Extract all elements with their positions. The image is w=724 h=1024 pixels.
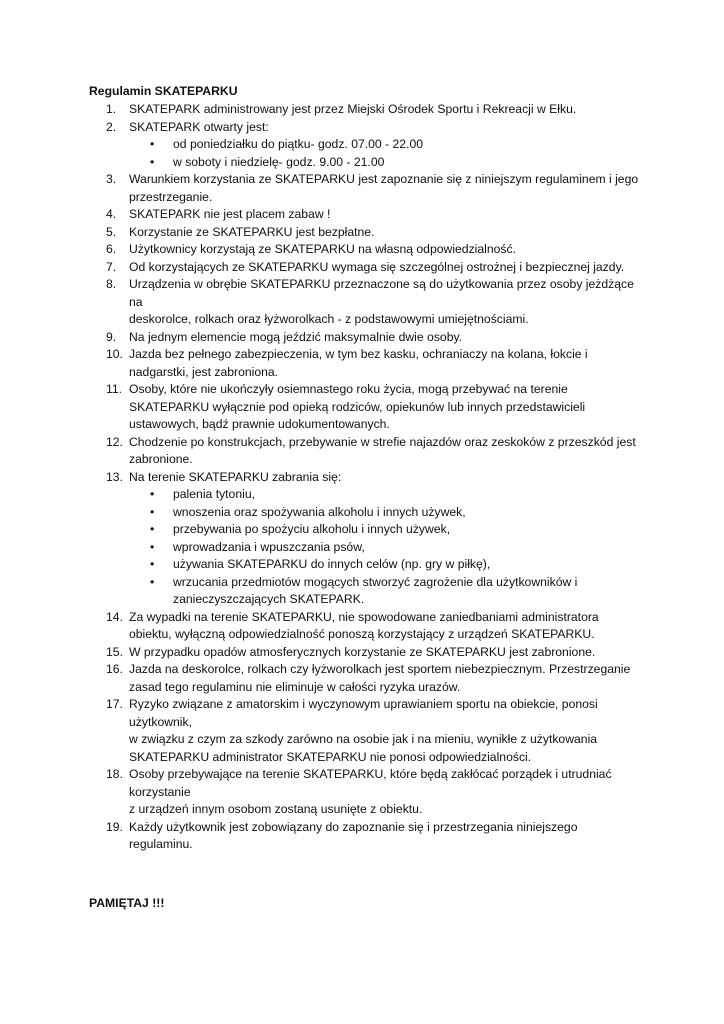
rule-number: 14. — [106, 609, 123, 624]
rule-text-line: Jazda na deskorolce, rolkach czy łyżworolkach jest sportem niebezpiecznym. Przestrzeganie — [129, 662, 631, 676]
rule-item — [89, 609, 649, 644]
sub-item-text-line: palenia tytoniu, — [173, 487, 255, 501]
rule-number: 12. — [106, 434, 123, 449]
rule-text-line: Od korzystających ze SKATEPARKU wymaga się szczególnej ostrożnej i bezpiecznej jazdy. — [129, 259, 625, 274]
rule-item — [89, 171, 649, 206]
rule-item — [89, 101, 649, 119]
sub-item-text-line: w soboty i niedzielę- godz. 9.00 - 21.00 — [173, 154, 385, 169]
sub-item — [129, 136, 649, 154]
rule-text-line: W przypadku opadów atmosferycznych korzystanie ze SKATEPARKU jest zabronione. — [129, 644, 596, 659]
rule-text-line: SKATEPARK nie jest placem zabaw ! — [129, 207, 331, 221]
rule-text-line: regulaminu. — [129, 837, 193, 851]
rule-text-line: Osoby, które nie ukończyły osiemnastego roku życia, mogą przebywać na terenie — [129, 382, 568, 396]
sub-item — [129, 574, 649, 609]
sub-item — [129, 486, 649, 504]
rule-number: 4. — [106, 207, 117, 221]
rule-text-line: użytkownik, — [129, 714, 192, 729]
rule-number: 5. — [106, 224, 117, 239]
rule-text-line: SKATEPARK administrowany jest przez Miejski Ośrodek Sportu i Rekreacji w Ełku. — [129, 102, 577, 116]
footer-note: PAMIĘTAJ !!! — [89, 896, 165, 910]
rule-number: 13. — [106, 469, 123, 484]
rule-text-line: Użytkownicy korzystają ze SKATEPARKU na własną odpowiedzialność. — [129, 242, 516, 256]
rule-item — [89, 346, 649, 381]
rule-text-line: Za wypadki na terenie SKATEPARKU, nie spowodowane zaniedbaniami administratora — [129, 609, 599, 624]
bullet-icon: • — [150, 522, 155, 536]
sub-list — [129, 136, 649, 171]
rule-text-line: Na jednym elemencie mogą jeździć maksymalnie dwie osoby. — [129, 329, 463, 344]
sub-item — [129, 504, 649, 522]
sub-item-text-line: przebywania po spożyciu alkoholu i innych używek, — [173, 522, 451, 536]
rule-number: 16. — [106, 662, 123, 676]
sub-item — [129, 556, 649, 574]
rule-text-line: Korzystanie ze SKATEPARKU jest bezpłatne. — [129, 224, 375, 239]
rule-item — [89, 206, 649, 224]
rule-item — [89, 766, 649, 819]
sub-item — [129, 539, 649, 557]
rule-text-line: deskorolce, rolkach oraz łyżworolkach - z podstawowymi umiejętnościami. — [129, 312, 529, 326]
rule-number: 1. — [106, 102, 117, 116]
rule-number: 3. — [106, 172, 117, 186]
bullet-icon: • — [150, 557, 155, 571]
sub-item — [129, 521, 649, 539]
rule-item — [89, 644, 649, 662]
rule-item — [89, 696, 649, 766]
rule-text-line: w związku z czym za szkody zarówno na osobie jak i na mieniu, wynikłe z użytkowania — [129, 732, 598, 746]
bullet-icon: • — [150, 154, 155, 169]
rule-number: 2. — [106, 119, 117, 134]
rule-number: 11. — [106, 382, 123, 396]
rule-text-line: Warunkiem korzystania ze SKATEPARKU jest zapoznanie się z niniejszym regulaminem i jego — [129, 172, 639, 186]
rule-number: 10. — [106, 347, 123, 361]
sub-list — [129, 486, 649, 609]
rule-item — [89, 119, 649, 172]
sub-item-text-line: wprowadzania i wpuszczania psów, — [173, 539, 365, 554]
bullet-icon: • — [150, 137, 155, 151]
rule-text-line: zabronione. — [129, 452, 193, 466]
rule-number: 8. — [106, 277, 117, 291]
rule-item — [89, 661, 649, 696]
bullet-icon: • — [150, 487, 155, 501]
rules-list — [89, 101, 649, 854]
document-title: Regulamin SKATEPARKU — [89, 84, 238, 98]
rule-item — [89, 381, 649, 434]
rule-item — [89, 434, 649, 469]
rule-text-line: Na terenie SKATEPARKU zabrania się: — [129, 469, 342, 484]
rule-text-line: Osoby przebywające na terenie SKATEPARKU, które będą zakłócać porządek i utrudniać — [129, 767, 612, 781]
rule-item — [89, 259, 649, 277]
rule-item — [89, 469, 649, 609]
rule-number: 18. — [106, 767, 123, 781]
rule-text-line: Urządzenia w obrębie SKATEPARKU przeznaczone są do użytkowania przez osoby jeżdżące na — [129, 277, 634, 309]
sub-item-text-line: używania SKATEPARKU do innych celów (np. gry w piłkę), — [173, 557, 491, 571]
rule-text-line: Każdy użytkownik jest zobowiązany do zapoznanie się i przestrzegania niniejszego — [129, 819, 578, 834]
rule-number: 15. — [106, 644, 123, 659]
sub-item-text-line: wrzucania przedmiotów mogących stworzyć zagrożenie dla użytkowników i — [173, 574, 578, 589]
sub-item-text-line: wnoszenia oraz spożywania alkoholu i innych używek, — [173, 504, 466, 519]
rule-number: 7. — [106, 259, 117, 274]
rule-text-line: nadgarstki, jest zabroniona. — [129, 364, 279, 379]
rule-text-line: Chodzenie po konstrukcjach, przebywanie w strefie najazdów oraz zeskoków z przeszkód jest — [129, 434, 636, 449]
rule-text-line: przestrzeganie. — [129, 189, 213, 204]
rule-text-line: SKATEPARKU wyłącznie pod opieką rodziców, opiekunów lub innych przedstawicieli — [129, 399, 586, 414]
rule-text-line: korzystanie — [129, 784, 191, 799]
rule-text-line: zasad tego regulaminu nie eliminuje w całości ryzyka urazów. — [129, 679, 461, 694]
rule-text-line: z urządzeń innym osobom zostaną usunięte z obiektu. — [129, 802, 423, 816]
rule-number: 6. — [106, 242, 117, 256]
rule-item — [89, 224, 649, 242]
bullet-icon: • — [150, 539, 155, 554]
rule-text-line: Ryzyko związane z amatorskim i wyczynowym uprawianiem sportu na obiekcie, ponosi — [129, 697, 598, 711]
rule-item — [89, 241, 649, 259]
rule-item — [89, 276, 649, 329]
sub-item-text-line: od poniedziałku do piątku- godz. 07.00 - 22.00 — [173, 137, 424, 151]
rule-number: 17. — [106, 697, 123, 711]
sub-item — [129, 154, 649, 172]
rule-text-line: ustawowych, bądź prawnie udokumentowanych. — [129, 417, 390, 431]
bullet-icon: • — [150, 504, 155, 519]
rule-text-line: SKATEPARKU administrator SKATEPARKU nie ponosi odpowiedzialności. — [129, 749, 532, 764]
rule-text-line: Jazda bez pełnego zabezpieczenia, w tym bez kasku, ochraniaczy na kolana, łokcie i — [129, 347, 588, 361]
bullet-icon: • — [150, 574, 155, 589]
rule-text-line: SKATEPARK otwarty jest: — [129, 119, 269, 134]
rule-item — [89, 329, 649, 347]
rule-text-line: obiektu, wyłączną odpowiedzialność ponoszą korzystający z urządzeń SKATEPARKU. — [129, 627, 595, 641]
rule-number: 19. — [106, 819, 123, 834]
rule-item — [89, 819, 649, 854]
rule-number: 9. — [106, 329, 117, 344]
sub-item-text-line: zanieczyszczających SKATEPARK. — [173, 592, 365, 606]
